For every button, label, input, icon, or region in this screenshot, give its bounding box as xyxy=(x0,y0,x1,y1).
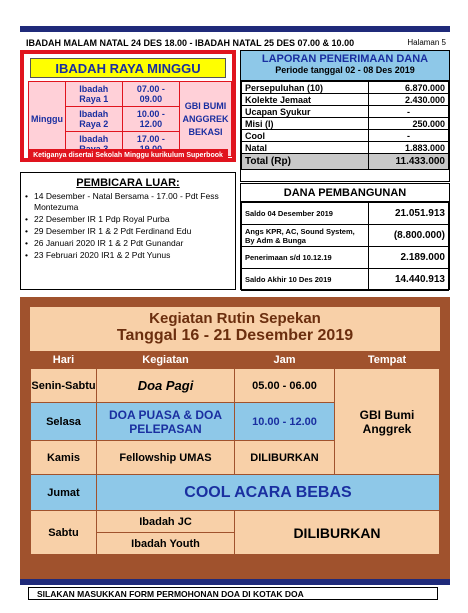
row-label: Kolekte Jemaat xyxy=(242,94,369,106)
row-value: - xyxy=(369,106,449,118)
service-time: 07.00 - 09.00 xyxy=(122,82,180,107)
table-row xyxy=(242,130,449,142)
list-item: • 22 Desember IR 1 Pdp Royal Purba xyxy=(25,214,231,225)
row-value: - xyxy=(369,130,449,142)
row-time: DILIBURKAN xyxy=(235,511,440,555)
table-row xyxy=(242,142,449,154)
list-item: • 29 Desember IR 1 & 2 Pdt Ferdinand Edu xyxy=(25,226,231,237)
table-row xyxy=(242,106,449,118)
footer-note: SILAKAN MASUKKAN FORM PERMOHONAN DOA DI KOTAK DOA xyxy=(28,587,438,600)
table-row xyxy=(242,225,449,247)
pembicara-title: PEMBICARA LUAR: xyxy=(76,177,180,189)
total-value: 11.433.000 xyxy=(369,154,449,170)
row-day: Kamis xyxy=(31,441,97,475)
row-label: Persepuluhan (10) xyxy=(242,82,369,94)
kegiatan-box xyxy=(20,297,450,581)
row-activity: Ibadah JC xyxy=(97,511,235,533)
sunday-school-note: Ketiganya disertai Sekolah Minggu kurikulum Superbook xyxy=(28,149,228,162)
row-label: Saldo 04 Desember 2019 xyxy=(242,203,369,225)
schedule-line: IBADAH MALAM NATAL 24 DES 18.00 - IBADAH NATAL 25 DES 07.00 & 10.00 xyxy=(26,38,355,48)
table-row xyxy=(242,94,449,106)
ibadah-raya-table xyxy=(28,81,232,157)
table-row xyxy=(242,82,449,94)
row-activity-2: Ibadah Youth xyxy=(97,533,235,555)
service-label: Ibadah xyxy=(66,132,123,157)
table-header-row xyxy=(31,352,440,369)
header-jam: Jam xyxy=(235,352,335,369)
dana-box xyxy=(240,183,450,290)
row-value: 6.870.000 xyxy=(369,82,449,94)
row-activity: DOA PUASA & DOA PELEPASAN xyxy=(97,403,235,441)
row-value: 14.440.913 xyxy=(369,269,449,291)
table-row xyxy=(242,118,449,130)
row-time: 10.00 - 12.00 xyxy=(235,403,335,441)
list-item: • 14 Desember - Natal Bersama - 17.00 - Pdt Fess Montezuma xyxy=(25,191,231,213)
kegiatan-header xyxy=(30,307,440,351)
laporan-header xyxy=(241,51,449,81)
row-day: Jumat xyxy=(31,475,97,511)
laporan-box xyxy=(240,50,450,182)
row-day: Selasa xyxy=(31,403,97,441)
row-label: Cool xyxy=(242,130,369,142)
list-item: • 23 Februari 2020 IR1 & 2 Pdt Yunus xyxy=(25,250,231,261)
row-label: Misi (I) xyxy=(242,118,369,130)
list-item: • 26 Januari 2020 IR 1 & 2 Pdt Gunandar xyxy=(25,238,231,249)
row-label: Natal xyxy=(242,142,369,154)
dana-table xyxy=(241,202,449,291)
table-row xyxy=(242,247,449,269)
row-value: 1.883.000 xyxy=(369,142,449,154)
table-row xyxy=(31,511,440,533)
row-label: Angs KPR, AC, Sound System, By Adm & Bunga xyxy=(242,225,369,247)
row-time: 05.00 - 06.00 xyxy=(235,369,335,403)
row-activity: Fellowship UMAS xyxy=(97,441,235,475)
row-value: 2.430.000 xyxy=(369,94,449,106)
dana-title: DANA PEMBANGUNAN xyxy=(241,184,449,202)
header-hari: Hari xyxy=(31,352,97,369)
table-row xyxy=(31,369,440,403)
row-label: Ucapan Syukur xyxy=(242,106,369,118)
service-location: GBI BUMI ANGGREK BEKASI xyxy=(180,82,232,157)
row-label: Saldo Akhir 10 Des 2019 xyxy=(242,269,369,291)
pembicara-list xyxy=(21,189,235,264)
page-label: Halaman 5 xyxy=(407,38,446,47)
kegiatan-title: Kegiatan Rutin Sepekan xyxy=(149,310,321,327)
total-label: Total (Rp) xyxy=(242,154,369,170)
total-row xyxy=(242,154,449,170)
header-line xyxy=(26,38,446,48)
bottom-divider xyxy=(20,579,450,585)
row-time: DILIBURKAN xyxy=(235,441,335,475)
laporan-period: Periode tanggal 02 - 08 Des 2019 xyxy=(275,65,415,75)
top-divider xyxy=(20,26,450,32)
header-kegiatan: Kegiatan xyxy=(97,352,235,369)
table-row xyxy=(242,269,449,291)
service-day: Minggu xyxy=(29,82,66,157)
service-label: Ibadah Raya 2 xyxy=(66,107,123,132)
service-time: 17.00 - xyxy=(122,132,180,157)
kegiatan-table xyxy=(30,351,440,555)
table-row xyxy=(242,203,449,225)
pembicara-box xyxy=(20,172,236,290)
row-value: 2.189.000 xyxy=(369,247,449,269)
header-tempat: Tempat xyxy=(335,352,440,369)
laporan-title: LAPORAN PENERIMAAN DANA xyxy=(261,53,429,65)
service-time: 10.00 - 12.00 xyxy=(122,107,180,132)
row-activity: Doa Pagi xyxy=(97,369,235,403)
row-value: 250.000 xyxy=(369,118,449,130)
row-label: Penerimaan s/d 10.12.19 xyxy=(242,247,369,269)
row-value: (8.800.000) xyxy=(369,225,449,247)
row-day: Sabtu xyxy=(31,511,97,555)
row-place: GBI Bumi Anggrek xyxy=(335,369,440,475)
kegiatan-date-range: Tanggal 16 - 21 Desember 2019 xyxy=(116,327,354,344)
row-day: Senin-Sabtu xyxy=(31,369,97,403)
laporan-table xyxy=(241,81,449,170)
row-value: 21.051.913 xyxy=(369,203,449,225)
table-row xyxy=(31,475,440,511)
service-label: Ibadah Raya 1 xyxy=(66,82,123,107)
ibadah-raya-box xyxy=(20,50,236,162)
row-activity: COOL ACARA BEBAS xyxy=(97,475,440,511)
ibadah-raya-title: IBADAH RAYA MINGGU xyxy=(30,58,226,78)
